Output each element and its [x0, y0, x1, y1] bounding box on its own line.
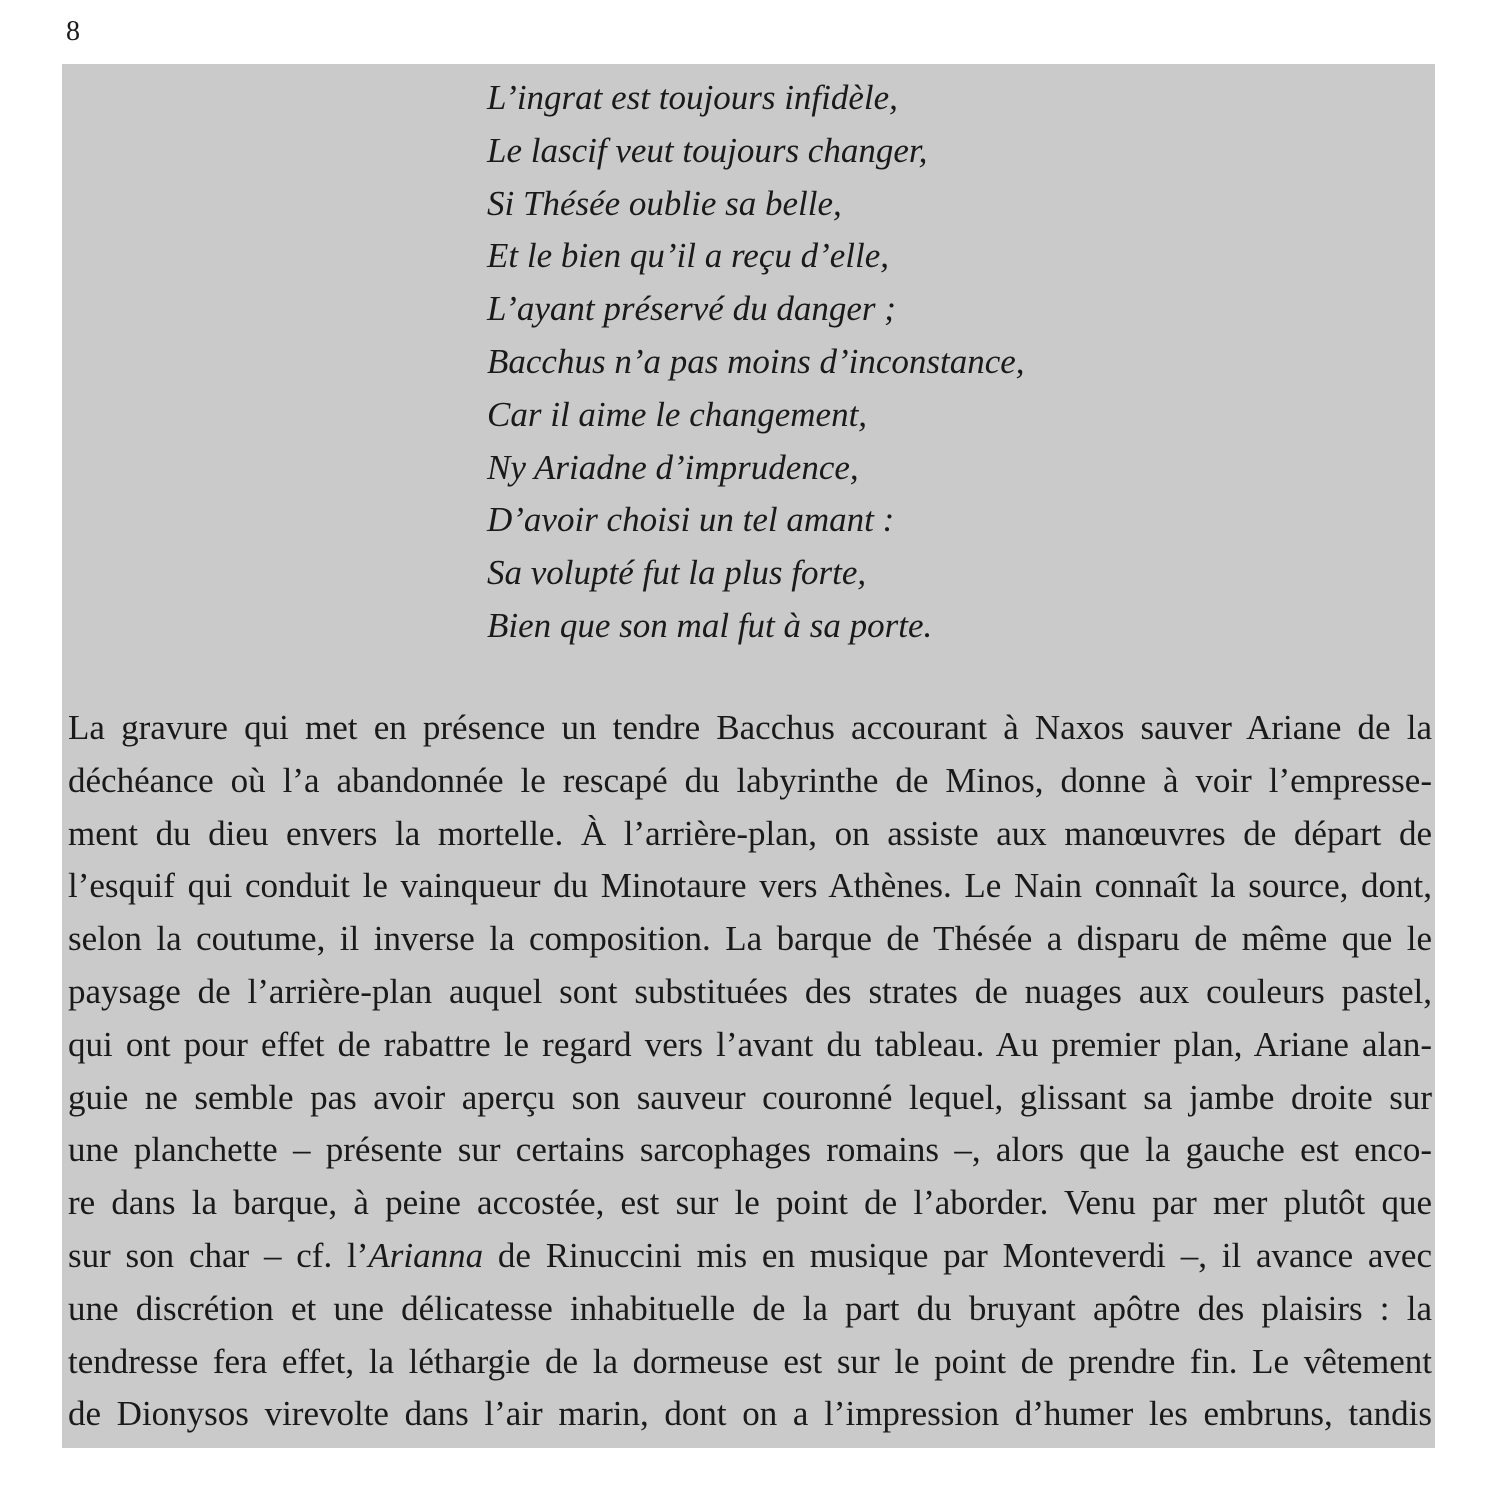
verse-line: L’ayant préservé du danger ; — [487, 289, 896, 329]
prose-line: l’esquif qui conduit le vainqueur du Minotaure vers Athènes. Le Nain connaît la source, dont, — [68, 866, 1432, 906]
verse-stanza — [487, 72, 1025, 653]
quoted-text-block — [62, 64, 1435, 1448]
verse-line: D’avoir choisi un tel amant : — [487, 500, 895, 540]
prose-line: tendresse fera effet, la léthargie de la dormeuse est sur le point de prendre fin. Le vêtement — [68, 1341, 1432, 1381]
verse-line: Ny Ariadne d’imprudence, — [487, 447, 859, 487]
verse-line: Car il aime le changement, — [487, 394, 868, 434]
verse-line: Bien que son mal fut à sa porte. — [487, 605, 933, 645]
prose-line: qui ont pour effet de rabattre le regard vers l’avant du tableau. Au premier plan, Ariane alan- — [68, 1024, 1432, 1064]
page-number: 8 — [66, 16, 80, 47]
work-title-arianna: Arianna — [368, 1235, 484, 1275]
prose-line: ment du dieu envers la mortelle. À l’arrière-plan, on assiste aux manœuvres de départ de — [68, 813, 1432, 853]
prose-line: une planchette – présente sur certains sarcophages romains –, alors que la gauche est enco- — [68, 1130, 1432, 1170]
prose-line: re dans la barque, à peine accostée, est sur le point de l’aborder. Venu par mer plutôt que — [68, 1183, 1432, 1223]
verse-line: Sa volupté fut la plus forte, — [487, 553, 867, 593]
prose-line: selon la coutume, il inverse la composition. La barque de Thésée a disparu de même que le — [68, 919, 1432, 959]
prose-line: paysage de l’arrière-plan auquel sont substituées des strates de nuages aux couleurs pastel, — [68, 971, 1432, 1011]
prose-line: déchéance où l’a abandonnée le rescapé du labyrinthe de Minos, donne à voir l’empresse- — [68, 760, 1432, 800]
prose-line: guie ne semble pas avoir aperçu son sauveur couronné lequel, glissant sa jambe droite sur — [68, 1077, 1432, 1117]
prose-line: une discrétion et une délicatesse inhabituelle de la part du bruyant apôtre des plaisirs : la — [68, 1288, 1432, 1328]
prose-line-start: sur son char – cf. l’ — [68, 1235, 369, 1275]
prose-line — [68, 1230, 1432, 1283]
prose-line-end: de Rinuccini mis en musique par Monteverdi –, il avance avec — [483, 1235, 1432, 1275]
verse-line: L’ingrat est toujours infidèle, — [487, 78, 898, 117]
verse-line: Bacchus n’a pas moins d’inconstance, — [487, 341, 1025, 381]
prose-paragraph — [68, 702, 1432, 1441]
verse-line: Si Thésée oublie sa belle, — [487, 183, 842, 223]
verse-line: Le lascif veut toujours changer, — [487, 130, 928, 170]
prose-line: La gravure qui met en présence un tendre Bacchus accourant à Naxos sauver Ariane de la — [68, 708, 1432, 747]
verse-line: Et le bien qu’il a reçu d’elle, — [487, 236, 890, 276]
prose-line: de Dionysos virevolte dans l’air marin, dont on a l’impression d’humer les embruns, tandis — [68, 1394, 1432, 1434]
